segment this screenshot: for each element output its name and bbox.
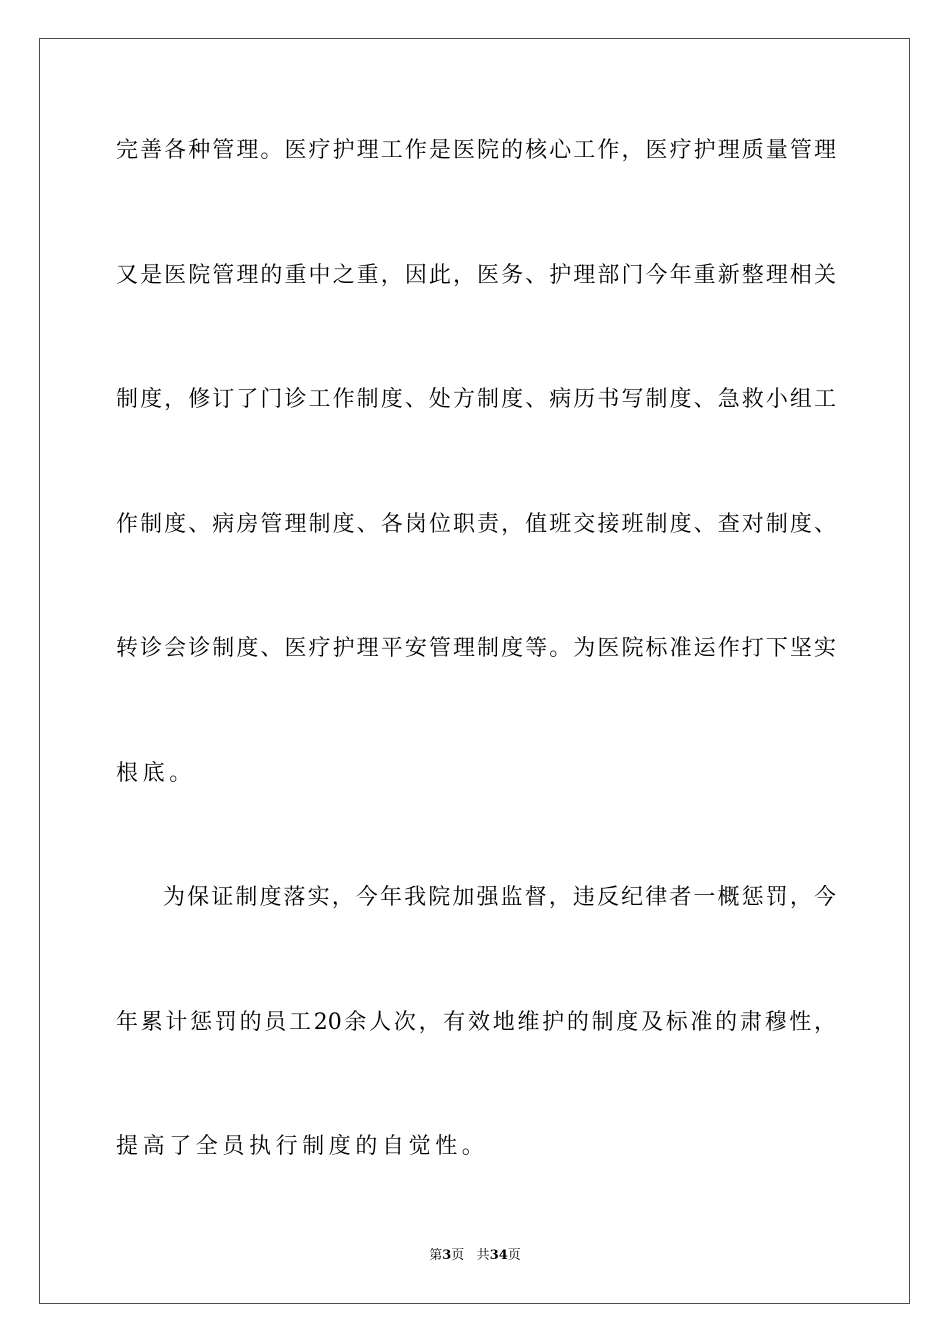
paragraph-line: 提高了全员执行制度的自觉性。 <box>116 1134 489 1159</box>
footer-page-suffix: 页 <box>451 1248 465 1263</box>
footer-total-pages: 34 <box>489 1248 508 1263</box>
footer-total-prefix: 共 <box>476 1248 490 1263</box>
paragraph-line: 转诊会诊制度、医疗护理平安管理制度等。为医院标准运作打下坚实 <box>116 636 836 661</box>
paragraph-line: 年累计惩罚的员工20余人次，有效地维护的制度及标准的肃穆性， <box>116 1010 836 1035</box>
paragraph-line-indented: 为保证制度落实，今年我院加强监督，违反纪律者一概惩罚，今 <box>163 885 836 910</box>
page-footer <box>0 1247 950 1265</box>
paragraph-line: 完善各种管理。医疗护理工作是医院的核心工作，医疗护理质量管理 <box>116 138 836 163</box>
paragraph-line: 根底。 <box>116 761 196 786</box>
paragraph-line: 作制度、病房管理制度、各岗位职责，值班交接班制度、查对制度、 <box>116 512 836 537</box>
paragraph-line: 又是医院管理的重中之重，因此，医务、护理部门今年重新整理相关 <box>116 263 836 288</box>
footer-page-number: 3 <box>442 1248 452 1263</box>
page-border <box>39 38 910 1304</box>
paragraph-line: 制度，修订了门诊工作制度、处方制度、病历书写制度、急救小组工 <box>116 387 836 412</box>
footer-total-suffix: 页 <box>507 1248 521 1263</box>
footer-prefix: 第 <box>429 1248 443 1263</box>
